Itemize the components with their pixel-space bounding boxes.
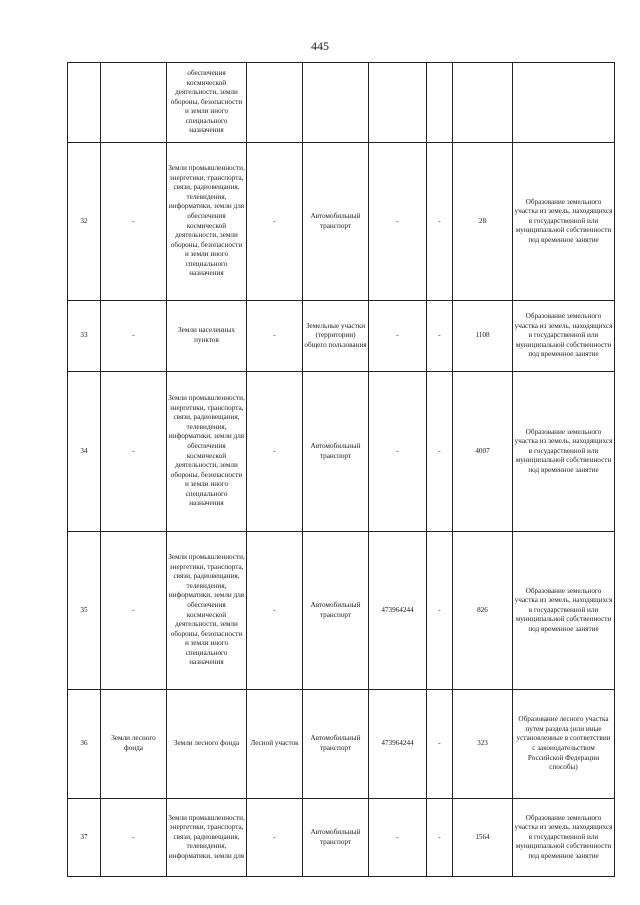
purpose-cell: Образование земельного участка из земель, находящихся в государственной или муниципальной собственности под временное занятие (513, 532, 615, 690)
land-category-cell: Земли промышленности, энергетики, транспорта, связи, радиовещания, телевидения, информатики, земли для обеспечения космической деятельности, земли обороны, безопасности и земли иного специального назначения (167, 372, 247, 532)
forest-area-cell: - (247, 301, 303, 372)
table-body (68, 63, 615, 877)
area-cell-b: 4007 (453, 372, 513, 532)
area-cell-a: - (427, 143, 453, 301)
page-number: 445 (311, 39, 329, 53)
area-cell-a: - (427, 690, 453, 799)
table-row (68, 63, 615, 143)
area-cell-b (453, 63, 513, 143)
forest-fund-cell: Земли лесного фонда (101, 690, 167, 799)
area-cell-a: - (427, 301, 453, 372)
forest-fund-cell: - (101, 799, 167, 877)
row-number: 34 (68, 372, 101, 532)
forest-fund-cell (101, 63, 167, 143)
permitted-use-cell: Автомобильный транспорт (303, 690, 369, 799)
table-row (68, 143, 615, 301)
purpose-cell (513, 63, 615, 143)
row-number: 37 (68, 799, 101, 877)
cadastral-cell: - (369, 799, 427, 877)
area-cell-a: - (427, 372, 453, 532)
permitted-use-cell: Автомобильный транспорт (303, 799, 369, 877)
table-row (68, 301, 615, 372)
forest-area-cell: Лесной участок (247, 690, 303, 799)
area-cell-b: 28 (453, 143, 513, 301)
forest-fund-cell: - (101, 372, 167, 532)
row-number: 33 (68, 301, 101, 372)
permitted-use-cell (303, 63, 369, 143)
row-number: 35 (68, 532, 101, 690)
cadastral-cell (369, 63, 427, 143)
area-cell-a: - (427, 532, 453, 690)
land-category-cell: Земли промышленности, энергетики, транспорта, связи, радиовещания, телевидения, информатики, земли для (167, 799, 247, 877)
land-category-cell: Земли населенных пунктов (167, 301, 247, 372)
area-cell-b: 1108 (453, 301, 513, 372)
purpose-cell: Образование земельного участка из земель, находящихся в государственной или муниципальной собственности под временное занятие (513, 143, 615, 301)
purpose-cell: Образование земельного участка из земель, находящихся в государственной или муниципальной собственности под временное занятие (513, 301, 615, 372)
forest-area-cell: - (247, 143, 303, 301)
permitted-use-cell: Автомобильный транспорт (303, 532, 369, 690)
forest-area-cell: - (247, 799, 303, 877)
cadastral-cell: 473964244 (369, 532, 427, 690)
land-category-cell: Земли промышленности, энергетики, транспорта, связи, радиовещания, телевидения, информатики, земли для обеспечения космической деятельности, земли обороны, безопасности и земли иного специального назначения (167, 143, 247, 301)
table-row (68, 690, 615, 799)
row-number (68, 63, 101, 143)
permitted-use-cell: Земельные участки (территории) общего пользования (303, 301, 369, 372)
forest-fund-cell: - (101, 143, 167, 301)
cadastral-cell: - (369, 143, 427, 301)
row-number: 32 (68, 143, 101, 301)
land-category-cell: Земли промышленности, энергетики, транспорта, связи, радиовещания, телевидения, информатики, земли для обеспечения космической деятельности, земли обороны, безопасности и земли иного специального назначения (167, 532, 247, 690)
permitted-use-cell: Автомобильный транспорт (303, 372, 369, 532)
area-cell-a (427, 63, 453, 143)
area-cell-a: - (427, 799, 453, 877)
cadastral-cell: 473964244 (369, 690, 427, 799)
area-cell-b: 1564 (453, 799, 513, 877)
table-row (68, 799, 615, 877)
purpose-cell: Образование земельного участка из земель, находящихся в государственной или муниципальной собственности под временное занятие (513, 799, 615, 877)
table-row (68, 372, 615, 532)
cadastral-cell: - (369, 301, 427, 372)
area-cell-b: 826 (453, 532, 513, 690)
row-number: 36 (68, 690, 101, 799)
forest-fund-cell: - (101, 301, 167, 372)
area-cell-b: 323 (453, 690, 513, 799)
table-row (68, 532, 615, 690)
forest-fund-cell: - (101, 532, 167, 690)
land-plots-table (67, 62, 615, 877)
forest-area-cell: - (247, 532, 303, 690)
forest-area-cell: - (247, 372, 303, 532)
forest-area-cell (247, 63, 303, 143)
cadastral-cell: - (369, 372, 427, 532)
permitted-use-cell: Автомобильный транспорт (303, 143, 369, 301)
land-category-cell: обеспечения космической деятельности, земли обороны, безопасности и земли иного специального назначения (167, 63, 247, 143)
purpose-cell: Образование земельного участка из земель, находящихся в государственной или муниципальной собственности под временное занятие (513, 372, 615, 532)
land-category-cell: Земли лесного фонда (167, 690, 247, 799)
purpose-cell: Образование лесного участка путем раздела (или иные установленные в соответствии с законодательством Российской Федерации способы) (513, 690, 615, 799)
